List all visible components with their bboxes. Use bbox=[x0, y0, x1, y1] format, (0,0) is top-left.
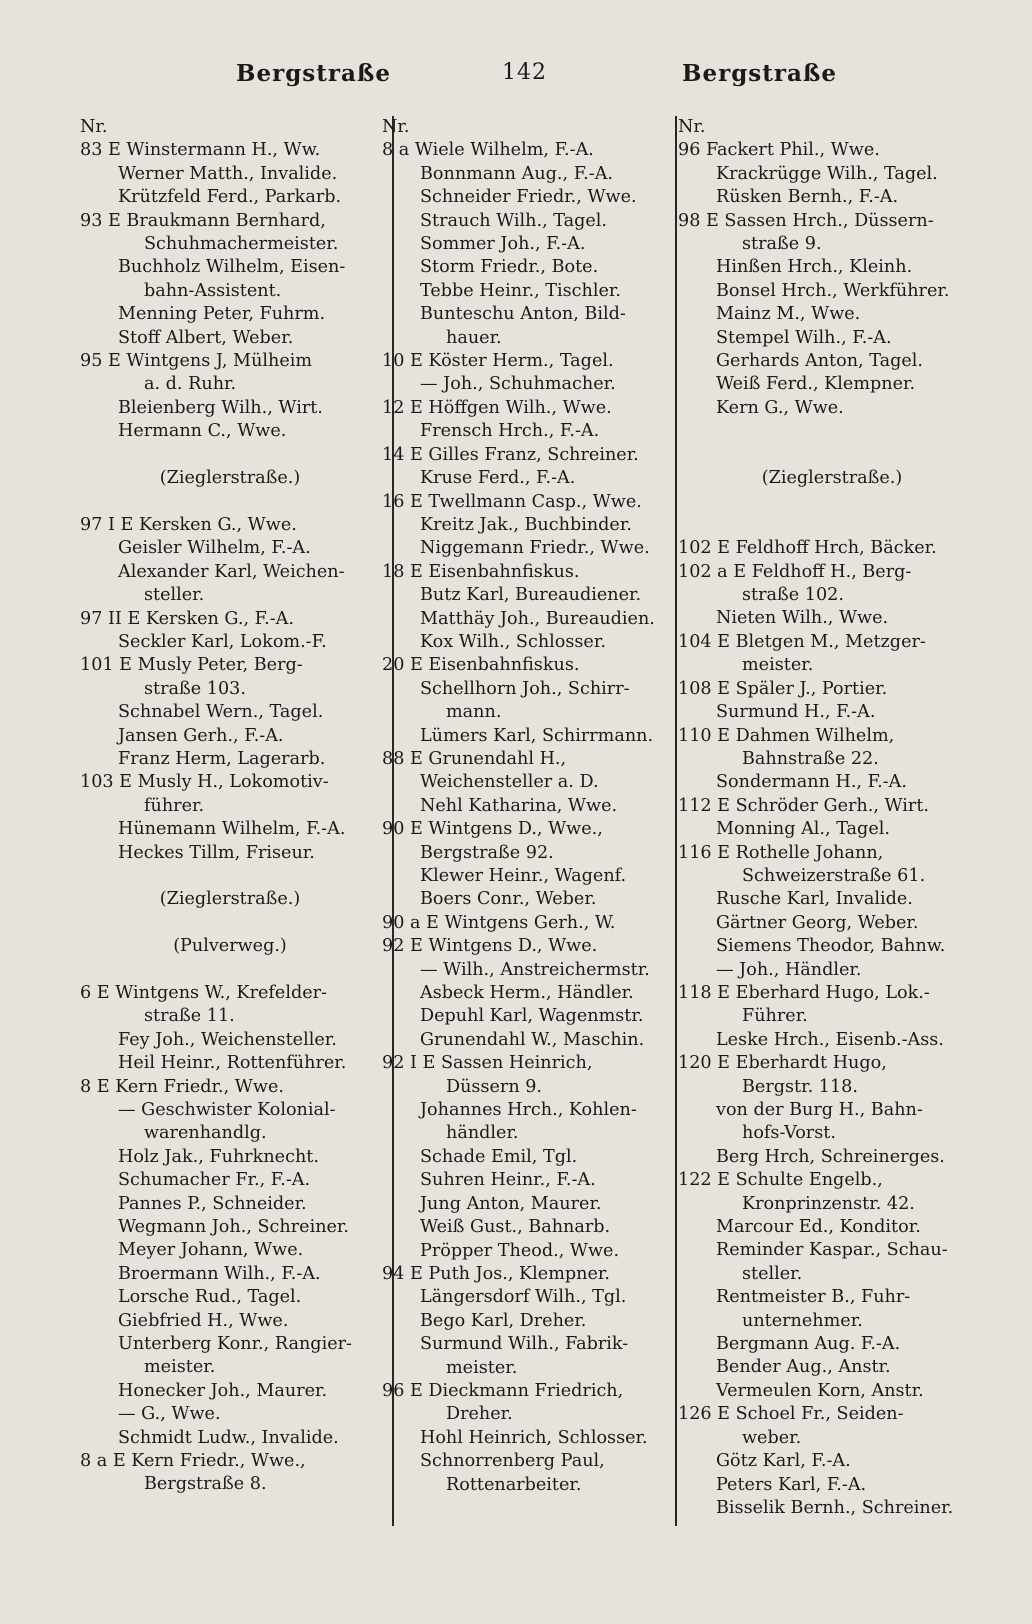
page-number: 142 bbox=[502, 60, 547, 85]
directory-entry-line: mann. bbox=[446, 702, 502, 723]
directory-entry-line: steller. bbox=[144, 585, 205, 606]
directory-entry-line: Schnabel Wern., Tagel. bbox=[118, 702, 324, 723]
column-3 bbox=[678, 116, 986, 1520]
directory-entry-line: Schnorrenberg Paul, bbox=[420, 1451, 605, 1472]
directory-entry-line: 8 a E Kern Friedr., Wwe., bbox=[80, 1451, 306, 1472]
directory-entry-line: 92 E Wintgens D., Wwe. bbox=[382, 936, 598, 957]
directory-entry-line: Leske Hrch., Eisenb.-Ass. bbox=[716, 1029, 944, 1050]
directory-entry-line: 116 E Rothelle Johann, bbox=[678, 842, 884, 863]
directory-entry-line: Broermann Wilh., F.-A. bbox=[118, 1263, 321, 1284]
directory-entry-line: 108 E Späler J., Portier. bbox=[678, 678, 888, 699]
directory-entry-line: Schumacher Fr., F.-A. bbox=[118, 1170, 311, 1191]
directory-entry-line: Bego Karl, Dreher. bbox=[420, 1310, 587, 1331]
directory-entry-line: Schellhorn Joh., Schirr- bbox=[420, 678, 630, 699]
directory-entry-line: Schade Emil, Tgl. bbox=[420, 1146, 578, 1167]
directory-entry-line: Unterberg Konr., Rangier- bbox=[118, 1334, 352, 1355]
directory-entry-line: 8 a Wiele Wilhelm, F.-A. bbox=[382, 140, 594, 161]
directory-entry-line: 96 E Dieckmann Friedrich, bbox=[382, 1380, 624, 1401]
directory-entry-line: führer. bbox=[144, 795, 205, 816]
directory-entry-line: Hermann C., Wwe. bbox=[118, 421, 287, 442]
directory-entry-line: 83 E Winstermann H., Ww. bbox=[80, 140, 321, 161]
directory-entry-line: 112 E Schröder Gerh., Wirt. bbox=[678, 795, 929, 816]
section-heading: (Zieglerstraße.) bbox=[159, 468, 301, 489]
directory-entry-line: warenhandlg. bbox=[144, 1123, 267, 1144]
directory-entry-line: Bergmann Aug. F.-A. bbox=[716, 1334, 901, 1355]
directory-entry-line: 102 a E Feldhoff H., Berg- bbox=[678, 561, 912, 582]
spacer bbox=[678, 514, 986, 537]
directory-entry-line: — Geschwister Kolonial- bbox=[118, 1099, 336, 1120]
directory-entry-line: Menning Peter, Fuhrm. bbox=[118, 304, 326, 325]
directory-entry-line: meister. bbox=[446, 1357, 518, 1378]
directory-entry-line: Suhren Heinr., F.-A. bbox=[420, 1170, 596, 1191]
directory-entry-line: Götz Karl, F.-A. bbox=[716, 1451, 851, 1472]
directory-entry-line: Jansen Gerh., F.-A. bbox=[118, 725, 284, 746]
directory-entry-line: Jung Anton, Maurer. bbox=[420, 1193, 602, 1214]
directory-entry-line: Tebbe Heinr., Tischler. bbox=[420, 280, 621, 301]
spacer bbox=[80, 959, 380, 982]
directory-entry-line: Bergstraße 8. bbox=[144, 1474, 267, 1495]
directory-entry-line: Depuhl Karl, Wagenmstr. bbox=[420, 1006, 644, 1027]
directory-entry-line: Butz Karl, Bureaudiener. bbox=[420, 585, 642, 606]
directory-entry-line: 92 I E Sassen Heinrich, bbox=[382, 1053, 593, 1074]
directory-entry-line: unternehmer. bbox=[742, 1310, 863, 1331]
directory-entry-line: Bleienberg Wilh., Wirt. bbox=[118, 397, 323, 418]
directory-entry-line: Meyer Johann, Wwe. bbox=[118, 1240, 304, 1261]
directory-entry-line: 122 E Schulte Engelb., bbox=[678, 1170, 883, 1191]
directory-entry-line: Bunteschu Anton, Bild- bbox=[420, 304, 626, 325]
directory-entry-line: Mainz M., Wwe. bbox=[716, 304, 861, 325]
spacer bbox=[678, 420, 986, 443]
directory-entry-line: Geisler Wilhelm, F.-A. bbox=[118, 538, 311, 559]
directory-entry-line: Pröpper Theod., Wwe. bbox=[420, 1240, 620, 1261]
column-label: Nr. bbox=[678, 117, 706, 137]
directory-entry-line: Längersdorf Wilh., Tgl. bbox=[420, 1287, 627, 1308]
directory-entry-line: 98 E Sassen Hrch., Düssern- bbox=[678, 210, 934, 231]
directory-entry-line: Fey Joh., Weichensteller. bbox=[118, 1029, 337, 1050]
directory-entry-line: Alexander Karl, Weichen- bbox=[118, 561, 345, 582]
section-heading: (Zieglerstraße.) bbox=[159, 889, 301, 910]
directory-entry-line: Rusche Karl, Invalide. bbox=[716, 889, 913, 910]
directory-entry-line: 14 E Gilles Franz, Schreiner. bbox=[382, 444, 639, 465]
directory-entry-line: Heil Heinr., Rottenführer. bbox=[118, 1053, 347, 1074]
directory-entry-line: Gärtner Georg, Weber. bbox=[716, 912, 919, 933]
directory-entry-line: Holz Jak., Fuhrknecht. bbox=[118, 1146, 319, 1167]
directory-entry-line: straße 11. bbox=[144, 1006, 235, 1027]
directory-entry-line: Monning Al., Tagel. bbox=[716, 819, 890, 840]
spacer bbox=[678, 444, 986, 467]
directory-entry-line: Kern G., Wwe. bbox=[716, 397, 844, 418]
directory-entry-line: Rentmeister B., Fuhr- bbox=[716, 1287, 911, 1308]
directory-entry-line: Grunendahl W., Maschin. bbox=[420, 1029, 645, 1050]
directory-entry-line: Frensch Hrch., F.-A. bbox=[420, 421, 600, 442]
directory-entry-line: Asbeck Herm., Händler. bbox=[420, 983, 634, 1004]
directory-entry-line: 120 E Eberhardt Hugo, bbox=[678, 1053, 887, 1074]
directory-entry-line: — Wilh., Anstreichermstr. bbox=[420, 959, 650, 980]
directory-entry-line: 90 a E Wintgens Gerh., W. bbox=[382, 912, 616, 933]
directory-entry-line: hofs-Vorst. bbox=[742, 1123, 836, 1144]
directory-entry-line: Bonnmann Aug., F.-A. bbox=[420, 163, 613, 184]
directory-entry-line: Krützfeld Ferd., Parkarb. bbox=[118, 187, 342, 208]
directory-entry-line: Bonsel Hrch., Werkführer. bbox=[716, 280, 950, 301]
section-heading: (Zieglerstraße.) bbox=[761, 468, 903, 489]
directory-entry-line: Schmidt Ludw., Invalide. bbox=[118, 1427, 339, 1448]
running-head-right: Bergstraße bbox=[682, 60, 837, 87]
directory-entry-line: 90 E Wintgens D., Wwe., bbox=[382, 819, 603, 840]
directory-entry-line: Boers Conr., Weber. bbox=[420, 889, 597, 910]
directory-entry-line: Bergstr. 118. bbox=[742, 1076, 858, 1097]
directory-entry-line: Sondermann H., F.-A. bbox=[716, 772, 907, 793]
directory-entry-line: Bisselik Bernh., Schreiner. bbox=[716, 1497, 954, 1518]
directory-entry-line: weber. bbox=[742, 1427, 802, 1448]
directory-entry-line: Rottenarbeiter. bbox=[446, 1474, 582, 1495]
directory-entry-line: Gerhards Anton, Tagel. bbox=[716, 351, 923, 372]
column-label: Nr. bbox=[382, 117, 410, 137]
directory-entry-line: 88 E Grunendahl H., bbox=[382, 748, 567, 769]
directory-entry-line: Hünemann Wilhelm, F.-A. bbox=[118, 819, 346, 840]
directory-entry-line: Führer. bbox=[742, 1006, 808, 1027]
directory-entry-line: Johannes Hrch., Kohlen- bbox=[420, 1100, 637, 1121]
directory-entry-line: — Joh., Händler. bbox=[716, 959, 862, 980]
running-head-left: Bergstraße bbox=[236, 60, 391, 87]
directory-entry-line: 10 E Köster Herm., Tagel. bbox=[382, 351, 614, 372]
spacer bbox=[80, 865, 380, 888]
directory-entry-line: 104 E Bletgen M., Metzger- bbox=[678, 631, 926, 652]
entry-list bbox=[382, 139, 674, 1497]
directory-entry-line: Sommer Joh., F.-A. bbox=[420, 234, 586, 255]
column-divider bbox=[675, 116, 677, 1526]
directory-entry-line: 126 E Schoel Fr., Seiden- bbox=[678, 1404, 904, 1425]
directory-entry-line: Düssern 9. bbox=[446, 1076, 543, 1097]
directory-entry-line: Lorsche Rud., Tagel. bbox=[118, 1287, 302, 1308]
directory-entry-line: Hohl Heinrich, Schlosser. bbox=[420, 1427, 648, 1448]
directory-entry-line: Surmund Wilh., Fabrik- bbox=[420, 1334, 629, 1355]
directory-entry-line: Lümers Karl, Schirrmann. bbox=[420, 725, 654, 746]
directory-entry-line: Buchholz Wilhelm, Eisen- bbox=[118, 257, 346, 278]
directory-entry-line: Werner Matth., Invalide. bbox=[118, 163, 338, 184]
directory-entry-line: Honecker Joh., Maurer. bbox=[118, 1380, 328, 1401]
directory-entry-line: Reminder Kaspar., Schau- bbox=[716, 1240, 948, 1261]
directory-entry-line: Krackrügge Wilh., Tagel. bbox=[716, 163, 938, 184]
directory-entry-line: 103 E Musly H., Lokomotiv- bbox=[80, 772, 329, 793]
directory-entry-line: straße 102. bbox=[742, 585, 844, 606]
directory-entry-line: bahn-Assistent. bbox=[144, 280, 282, 301]
directory-entry-line: Stempel Wilh., F.-A. bbox=[716, 327, 892, 348]
directory-entry-line: Schuhmachermeister. bbox=[144, 234, 339, 255]
directory-entry-line: 97 I E Kersken G., Wwe. bbox=[80, 514, 297, 535]
directory-entry-line: 12 E Höffgen Wilh., Wwe. bbox=[382, 397, 612, 418]
directory-entry-line: Schweizerstraße 61. bbox=[742, 865, 926, 886]
directory-entry-line: Giebfried H., Wwe. bbox=[118, 1310, 289, 1331]
directory-entry-line: Storm Friedr., Bote. bbox=[420, 257, 599, 278]
directory-entry-line: Weichensteller a. D. bbox=[420, 772, 599, 793]
entry-list bbox=[80, 139, 380, 1496]
directory-entry-line: Weiß Gust., Bahnarb. bbox=[420, 1217, 611, 1238]
directory-entry-line: Matthäy Joh., Bureaudien. bbox=[420, 608, 655, 629]
directory-entry-line: meister. bbox=[742, 655, 814, 676]
spacer bbox=[80, 444, 380, 467]
directory-entry-line: Bahnstraße 22. bbox=[742, 748, 879, 769]
directory-entry-line: 16 E Twellmann Casp., Wwe. bbox=[382, 491, 642, 512]
directory-entry-line: 102 E Feldhoff Hrch, Bäcker. bbox=[678, 538, 937, 559]
directory-entry-line: Seckler Karl, Lokom.-F. bbox=[118, 631, 327, 652]
directory-entry-line: meister. bbox=[144, 1357, 216, 1378]
column-1 bbox=[80, 116, 380, 1497]
directory-entry-line: Franz Herm, Lagerarb. bbox=[118, 748, 326, 769]
directory-entry-line: hauer. bbox=[446, 327, 502, 348]
directory-entry-line: Wegmann Joh., Schreiner. bbox=[118, 1217, 350, 1238]
directory-entry-line: 20 E Eisenbahnfiskus. bbox=[382, 655, 580, 676]
directory-entry-line: Klewer Heinr., Wagenf. bbox=[420, 866, 627, 886]
directory-entry-line: straße 103. bbox=[144, 678, 246, 699]
column-2 bbox=[382, 116, 674, 1497]
directory-entry-line: 97 II E Kersken G., F.-A. bbox=[80, 608, 294, 629]
directory-entry-line: Marcour Ed., Konditor. bbox=[716, 1217, 921, 1238]
directory-entry-line: Dreher. bbox=[446, 1404, 513, 1425]
directory-entry-line: 6 E Wintgens W., Krefelder- bbox=[80, 982, 327, 1003]
directory-entry-line: 8 E Kern Friedr., Wwe. bbox=[80, 1076, 284, 1097]
directory-entry-line: Stoff Albert, Weber. bbox=[118, 327, 294, 348]
directory-entry-line: Vermeulen Korn, Anstr. bbox=[716, 1380, 924, 1401]
directory-entry-line: 94 E Puth Jos., Klempner. bbox=[382, 1263, 610, 1284]
directory-entry-line: Kox Wilh., Schlosser. bbox=[420, 631, 606, 652]
entry-list bbox=[678, 139, 986, 1520]
directory-entry-line: Berg Hrch, Schreinerges. bbox=[716, 1146, 945, 1167]
directory-entry-line: Kronprinzenstr. 42. bbox=[742, 1193, 915, 1214]
directory-entry-line: — G., Wwe. bbox=[118, 1404, 221, 1425]
directory-entry-line: von der Burg H., Bahn- bbox=[716, 1100, 923, 1120]
directory-entry-line: steller. bbox=[742, 1263, 803, 1284]
column-label: Nr. bbox=[80, 117, 108, 137]
directory-entry-line: Bender Aug., Anstr. bbox=[716, 1357, 891, 1378]
directory-entry-line: 93 E Braukmann Bernhard, bbox=[80, 210, 326, 231]
directory-entry-line: Nehl Katharina, Wwe. bbox=[420, 795, 618, 816]
directory-entry-line: Kreitz Jak., Buchbinder. bbox=[420, 514, 632, 535]
directory-entry-line: 18 E Eisenbahnfiskus. bbox=[382, 561, 580, 582]
directory-entry-line: Weiß Ferd., Klempner. bbox=[716, 374, 916, 395]
directory-entry-line: 96 Fackert Phil., Wwe. bbox=[678, 140, 880, 161]
directory-entry-line: Bergstraße 92. bbox=[420, 842, 554, 863]
directory-entry-line: a. d. Ruhr. bbox=[144, 374, 237, 395]
directory-entry-line: Rüsken Bernh., F.-A. bbox=[716, 187, 899, 208]
spacer bbox=[678, 490, 986, 513]
section-heading: (Pulverweg.) bbox=[173, 936, 287, 957]
directory-entry-line: 110 E Dahmen Wilhelm, bbox=[678, 725, 895, 746]
directory-entry-line: 118 E Eberhard Hugo, Lok.- bbox=[678, 982, 930, 1003]
directory-entry-line: Strauch Wilh., Tagel. bbox=[420, 210, 608, 231]
directory-entry-line: händler. bbox=[446, 1123, 519, 1144]
directory-entry-line: Nieten Wilh., Wwe. bbox=[716, 608, 889, 629]
directory-entry-line: 95 E Wintgens J, Mülheim bbox=[80, 351, 313, 372]
directory-entry-line: straße 9. bbox=[742, 234, 822, 255]
directory-entry-line: Surmund H., F.-A. bbox=[716, 702, 876, 723]
spacer bbox=[80, 490, 380, 513]
directory-entry-line: Niggemann Friedr., Wwe. bbox=[420, 538, 650, 559]
directory-entry-line: Heckes Tillm, Friseur. bbox=[118, 842, 315, 863]
directory-entry-line: Kruse Ferd., F.-A. bbox=[420, 468, 576, 489]
directory-entry-line: Siemens Theodor, Bahnw. bbox=[716, 936, 946, 957]
directory-entry-line: Hinßen Hrch., Kleinh. bbox=[716, 257, 913, 278]
directory-entry-line: 101 E Musly Peter, Berg- bbox=[80, 655, 303, 676]
directory-entry-line: Pannes P., Schneider. bbox=[118, 1193, 307, 1214]
spacer bbox=[80, 912, 380, 935]
directory-entry-line: — Joh., Schuhmacher. bbox=[420, 374, 616, 395]
directory-entry-line: Schneider Friedr., Wwe. bbox=[420, 187, 637, 208]
directory-entry-line: Peters Karl, F.-A. bbox=[716, 1474, 867, 1495]
